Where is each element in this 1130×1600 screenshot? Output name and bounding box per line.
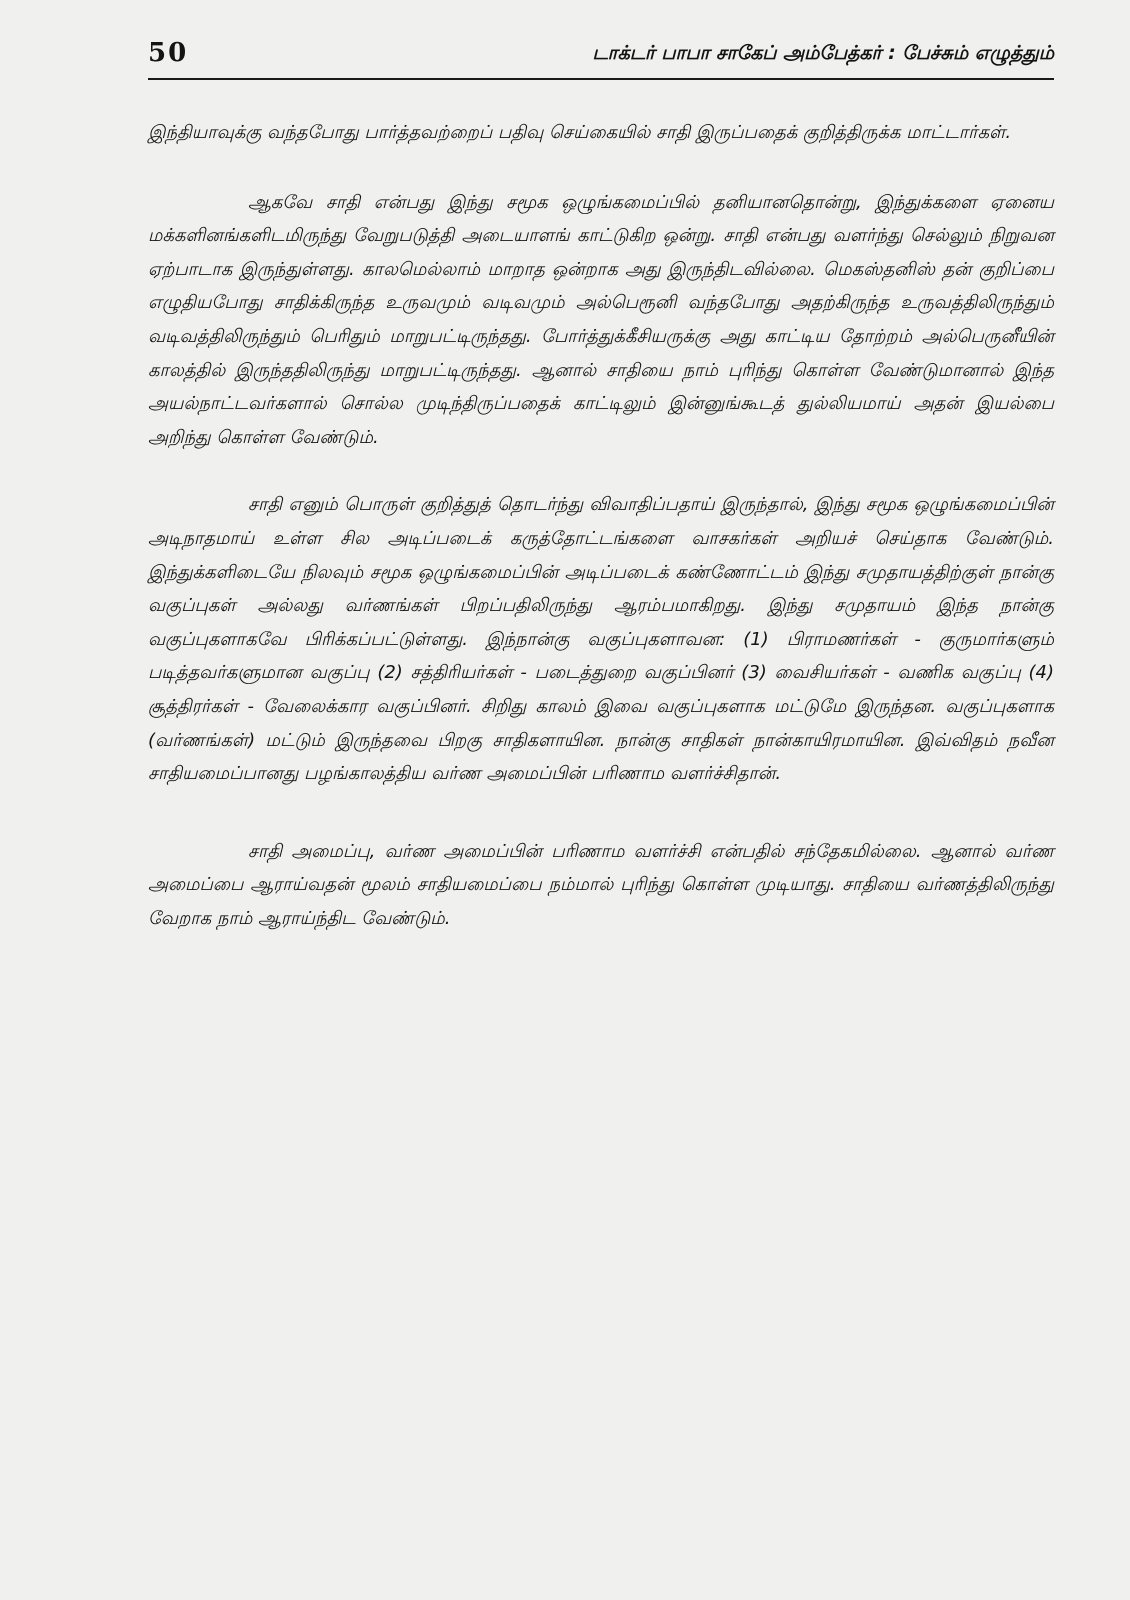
paragraph-4: சாதி அமைப்பு, வர்ண அமைப்பின் பரிணாம வளர்ச்சி என்பதில் சந்தேகமில்லை. ஆனால் வர்ண அமைப்பை ஆராய்வதன் மூலம் சாதியமைப்பை நம்மால் புரிந்து கொள்ள முடியாது. சாதியை வர்ணத்திலிருந்து வேறாக நாம் ஆராய்ந்திட வேண்டும். [148, 840, 1054, 929]
body-text [148, 116, 1054, 971]
running-title: டாக்டர் பாபா சாகேப் அம்பேத்கர் : பேச்சும் எழுத்தும் [592, 42, 1054, 64]
page-header [148, 36, 1054, 80]
header-rule [148, 78, 1054, 80]
paragraph-1: இந்தியாவுக்கு வந்தபோது பார்த்தவற்றைப் பதிவு செய்கையில் சாதி இருப்பதைக் குறித்திருக்க மாட்டார்கள். [148, 122, 1012, 143]
page-number: 50 [148, 38, 189, 68]
paragraph-2: ஆகவே சாதி என்பது இந்து சமூக ஒழுங்கமைப்பில் தனியானதொன்று, இந்துக்களை ஏனைய மக்களினங்களிடமிருந்து வேறுபடுத்தி அடையாளங் காட்டுகிற ஒன்று. சாதி என்பது வளர்ந்து செல்லும் நிறுவன ஏற்பாடாக இருந்துள்ளது. காலமெல்லாம் மாறாத ஒன்றாக அது இருந்திடவில்லை. மெகஸ்தனிஸ் தன் குறிப்பை எழுதியபோது சாதிக்கிருந்த உருவமும் வடிவமும் அல்பெரூனி வந்தபோது அதற்கிருந்த உருவத்திலிருந்தும் வடிவத்திலிருந்தும் பெரிதும் மாறுபட்டிருந்தது. போர்த்துக்கீசியருக்கு அது காட்டிய தோற்றம் அல்பெருனீயின் காலத்தில் இருந்ததிலிருந்து மாறுபட்டிருந்தது. ஆனால் சாதியை நாம் புரிந்து கொள்ள வேண்டுமானால் இந்த அயல்நாட்டவர்களால் சொல்ல முடிந்திருப்பதைக் காட்டிலும் இன்னுங்கூடத் துல்லியமாய் அதன் இயல்பை அறிந்து கொள்ள வேண்டும். [148, 191, 1054, 448]
paragraph-3: சாதி எனும் பொருள் குறித்துத் தொடர்ந்து விவாதிப்பதாய் இருந்தால், இந்து சமூக ஒழுங்கமைப்பின் அடிநாதமாய் உள்ள சில அடிப்படைக் கருத்தோட்டங்களை வாசகர்கள் அறியச் செய்தாக வேண்டும். இந்துக்களிடையே நிலவும் சமூக ஒழுங்கமைப்பின் அடிப்படைக் கண்ணோட்டம் இந்து சமுதாயத்திற்குள் நான்கு வகுப்புகள் அல்லது வர்ணங்கள் பிறப்பதிலிருந்து ஆரம்பமாகிறது. இந்து சமுதாயம் இந்த நான்கு வகுப்புகளாகவே பிரிக்கப்பட்டுள்ளது. இந்நான்கு வகுப்புகளாவன: (1) பிராமணர்கள் - குருமார்களும் படித்தவர்களுமான வகுப்பு (2) சத்திரியர்கள் - படைத்துறை வகுப்பினர் (3) வைசியர்கள் - வணிக வகுப்பு (4) சூத்திரர்கள் - வேலைக்கார வகுப்பினர். சிறிது காலம் இவை வகுப்புகளாக மட்டுமே இருந்தன. வகுப்புகளாக (வர்ணங்கள்) மட்டும் இருந்தவை பிறகு சாதிகளாயின. நான்கு சாதிகள் நான்காயிரமாயின. இவ்விதம் நவீன சாதியமைப்பானது பழங்காலத்திய வர்ண அமைப்பின் பரிணாம வளர்ச்சிதான். [148, 494, 1054, 785]
